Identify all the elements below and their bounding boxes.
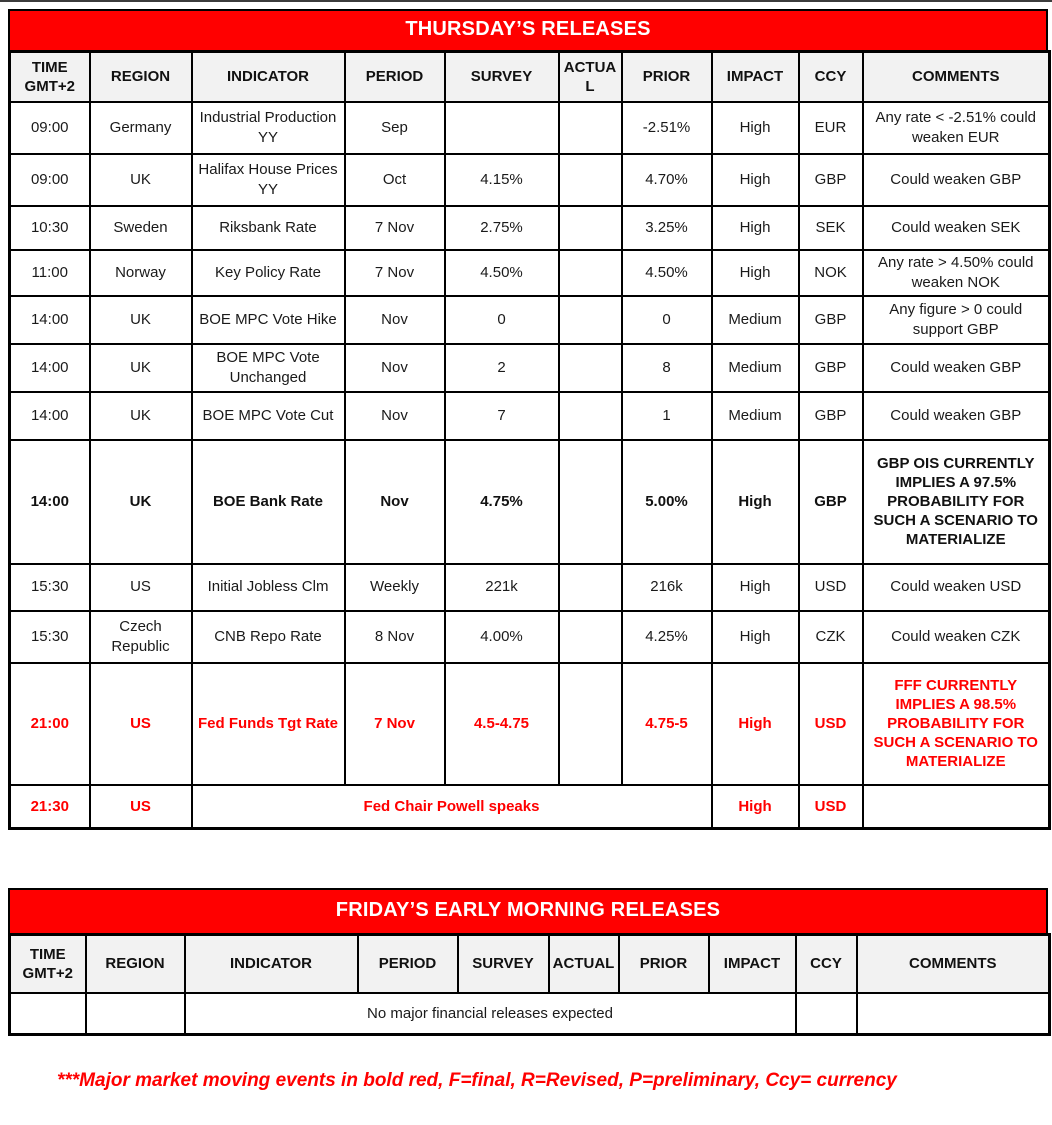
table-cell: BOE MPC Vote Unchanged: [192, 344, 345, 392]
table-cell: 4.25%: [622, 611, 712, 663]
table-cell: CZK: [799, 611, 863, 663]
table-cell: High: [712, 611, 799, 663]
thursday-releases-section: [8, 9, 1048, 830]
column-header: SURVEY: [445, 52, 559, 102]
table-cell: Medium: [712, 344, 799, 392]
table-cell: High: [712, 564, 799, 611]
table-cell: Industrial Production YY: [192, 102, 345, 154]
table-cell: Any figure > 0 could support GBP: [863, 296, 1050, 344]
table-cell: UK: [90, 440, 192, 564]
table-cell: Medium: [712, 296, 799, 344]
table-cell: USD: [799, 663, 863, 785]
table-cell: GBP: [799, 344, 863, 392]
table-cell: Germany: [90, 102, 192, 154]
table-cell: FFF CURRENTLY IMPLIES A 98.5% PROBABILITY FOR SUCH A SCENARIO TO MATERIALIZE: [863, 663, 1050, 785]
table-cell: 15:30: [10, 564, 90, 611]
thursday-table-title: THURSDAY’S RELEASES: [8, 9, 1048, 50]
table-cell: GBP: [799, 392, 863, 440]
thursday-releases-table: [8, 50, 1051, 830]
table-cell: USD: [799, 564, 863, 611]
table-cell: No major financial releases expected: [185, 993, 796, 1035]
column-header: INDICATOR: [185, 935, 358, 993]
table-cell: NOK: [799, 250, 863, 296]
table-cell: 4.15%: [445, 154, 559, 206]
table-cell: 09:00: [10, 102, 90, 154]
table-cell: 5.00%: [622, 440, 712, 564]
table-cell: 8: [622, 344, 712, 392]
table-cell: UK: [90, 344, 192, 392]
table-cell: Halifax House Prices YY: [192, 154, 345, 206]
column-header: CCY: [799, 52, 863, 102]
table-cell: High: [712, 154, 799, 206]
table-cell: Nov: [345, 344, 445, 392]
table-cell: 10:30: [10, 206, 90, 250]
table-cell: [559, 611, 622, 663]
table-cell: [559, 663, 622, 785]
column-header: TIME GMT+2: [10, 52, 90, 102]
table-cell: Could weaken GBP: [863, 344, 1050, 392]
table-row: [10, 392, 1050, 440]
column-header: IMPACT: [709, 935, 796, 993]
table-cell: [559, 102, 622, 154]
table-cell: Nov: [345, 440, 445, 564]
table-cell: Norway: [90, 250, 192, 296]
table-cell: 4.70%: [622, 154, 712, 206]
table-cell: GBP: [799, 440, 863, 564]
table-cell: Sep: [345, 102, 445, 154]
table-cell: High: [712, 440, 799, 564]
table-cell: 4.50%: [445, 250, 559, 296]
column-header: PRIOR: [619, 935, 709, 993]
table-cell: Could weaken USD: [863, 564, 1050, 611]
table-cell: USD: [799, 785, 863, 829]
table-cell: EUR: [799, 102, 863, 154]
table-cell: 11:00: [10, 250, 90, 296]
table-cell: High: [712, 250, 799, 296]
column-header: SURVEY: [458, 935, 549, 993]
friday-table-header: [10, 935, 1050, 993]
table-cell: Nov: [345, 392, 445, 440]
table-cell: [445, 102, 559, 154]
friday-table-body: [10, 993, 1050, 1035]
table-cell: US: [90, 785, 192, 829]
table-cell: [559, 296, 622, 344]
table-cell: 15:30: [10, 611, 90, 663]
table-cell: Could weaken SEK: [863, 206, 1050, 250]
table-cell: 14:00: [10, 344, 90, 392]
table-cell: [857, 993, 1050, 1035]
table-cell: Any rate > 4.50% could weaken NOK: [863, 250, 1050, 296]
table-cell: 8 Nov: [345, 611, 445, 663]
table-cell: High: [712, 785, 799, 829]
table-cell: 221k: [445, 564, 559, 611]
table-cell: 4.00%: [445, 611, 559, 663]
table-row: [10, 296, 1050, 344]
friday-table-title: FRIDAY’S EARLY MORNING RELEASES: [8, 888, 1048, 933]
table-cell: Could weaken GBP: [863, 154, 1050, 206]
table-cell: Weekly: [345, 564, 445, 611]
table-cell: 4.50%: [622, 250, 712, 296]
table-cell: Fed Funds Tgt Rate: [192, 663, 345, 785]
table-cell: UK: [90, 392, 192, 440]
table-cell: 1: [622, 392, 712, 440]
table-cell: 3.25%: [622, 206, 712, 250]
table-row: [10, 564, 1050, 611]
table-cell: Nov: [345, 296, 445, 344]
table-cell: GBP OIS CURRENTLY IMPLIES A 97.5% PROBABILITY FOR SUCH A SCENARIO TO MATERIALIZE: [863, 440, 1050, 564]
table-cell: BOE MPC Vote Hike: [192, 296, 345, 344]
table-row: [10, 663, 1050, 785]
table-cell: Fed Chair Powell speaks: [192, 785, 712, 829]
table-cell: 7 Nov: [345, 250, 445, 296]
table-cell: 4.75-5: [622, 663, 712, 785]
table-cell: GBP: [799, 154, 863, 206]
table-cell: Initial Jobless Clm: [192, 564, 345, 611]
table-cell: 7 Nov: [345, 206, 445, 250]
table-cell: Key Policy Rate: [192, 250, 345, 296]
table-cell: High: [712, 663, 799, 785]
column-header: COMMENTS: [863, 52, 1050, 102]
table-cell: Riksbank Rate: [192, 206, 345, 250]
table-cell: 7: [445, 392, 559, 440]
table-cell: [559, 206, 622, 250]
table-row: [10, 206, 1050, 250]
table-cell: [559, 440, 622, 564]
table-cell: US: [90, 564, 192, 611]
thursday-table-body: [10, 102, 1050, 829]
table-cell: Could weaken GBP: [863, 392, 1050, 440]
table-cell: 216k: [622, 564, 712, 611]
table-cell: [10, 993, 86, 1035]
column-header: PERIOD: [345, 52, 445, 102]
table-cell: 0: [622, 296, 712, 344]
table-cell: [796, 993, 857, 1035]
table-cell: [559, 564, 622, 611]
table-cell: BOE Bank Rate: [192, 440, 345, 564]
table-cell: SEK: [799, 206, 863, 250]
table-cell: 14:00: [10, 440, 90, 564]
column-header: COMMENTS: [857, 935, 1050, 993]
friday-releases-section: [8, 888, 1048, 1036]
table-cell: 4.5-4.75: [445, 663, 559, 785]
header-row: [10, 52, 1050, 102]
table-cell: UK: [90, 154, 192, 206]
table-cell: [863, 785, 1050, 829]
table-cell: [559, 250, 622, 296]
table-row: [10, 102, 1050, 154]
column-header: PERIOD: [358, 935, 458, 993]
table-cell: 14:00: [10, 392, 90, 440]
column-header: INDICATOR: [192, 52, 345, 102]
table-row: [10, 250, 1050, 296]
column-header: ACTUAL: [549, 935, 619, 993]
table-cell: Could weaken CZK: [863, 611, 1050, 663]
table-cell: [86, 993, 185, 1035]
thursday-table-header: [10, 52, 1050, 102]
table-cell: Oct: [345, 154, 445, 206]
table-cell: 4.75%: [445, 440, 559, 564]
table-cell: CNB Repo Rate: [192, 611, 345, 663]
column-header: IMPACT: [712, 52, 799, 102]
table-cell: 2.75%: [445, 206, 559, 250]
table-cell: GBP: [799, 296, 863, 344]
table-cell: Medium: [712, 392, 799, 440]
table-cell: 7 Nov: [345, 663, 445, 785]
table-cell: BOE MPC Vote Cut: [192, 392, 345, 440]
table-cell: Czech Republic: [90, 611, 192, 663]
table-row: [10, 785, 1050, 829]
table-row: [10, 440, 1050, 564]
header-row: [10, 935, 1050, 993]
table-row: [10, 993, 1050, 1035]
column-header: CCY: [796, 935, 857, 993]
table-cell: Sweden: [90, 206, 192, 250]
column-header: TIME GMT+2: [10, 935, 86, 993]
table-cell: 09:00: [10, 154, 90, 206]
table-cell: UK: [90, 296, 192, 344]
column-header: ACTUAL: [559, 52, 622, 102]
footnote: ***Major market moving events in bold red, F=final, R=Revised, P=preliminary, Ccy= currency: [57, 1070, 897, 1091]
table-row: [10, 154, 1050, 206]
table-cell: US: [90, 663, 192, 785]
table-cell: [559, 344, 622, 392]
table-row: [10, 611, 1050, 663]
table-cell: 2: [445, 344, 559, 392]
column-header: PRIOR: [622, 52, 712, 102]
top-divider: [0, 0, 1052, 2]
column-header: REGION: [90, 52, 192, 102]
table-cell: 21:30: [10, 785, 90, 829]
table-row: [10, 344, 1050, 392]
table-cell: High: [712, 206, 799, 250]
table-cell: 21:00: [10, 663, 90, 785]
table-cell: Any rate < -2.51% could weaken EUR: [863, 102, 1050, 154]
table-cell: [559, 154, 622, 206]
table-cell: [559, 392, 622, 440]
table-cell: High: [712, 102, 799, 154]
table-cell: 14:00: [10, 296, 90, 344]
friday-releases-table: [8, 933, 1051, 1036]
table-cell: 0: [445, 296, 559, 344]
table-cell: -2.51%: [622, 102, 712, 154]
column-header: REGION: [86, 935, 185, 993]
